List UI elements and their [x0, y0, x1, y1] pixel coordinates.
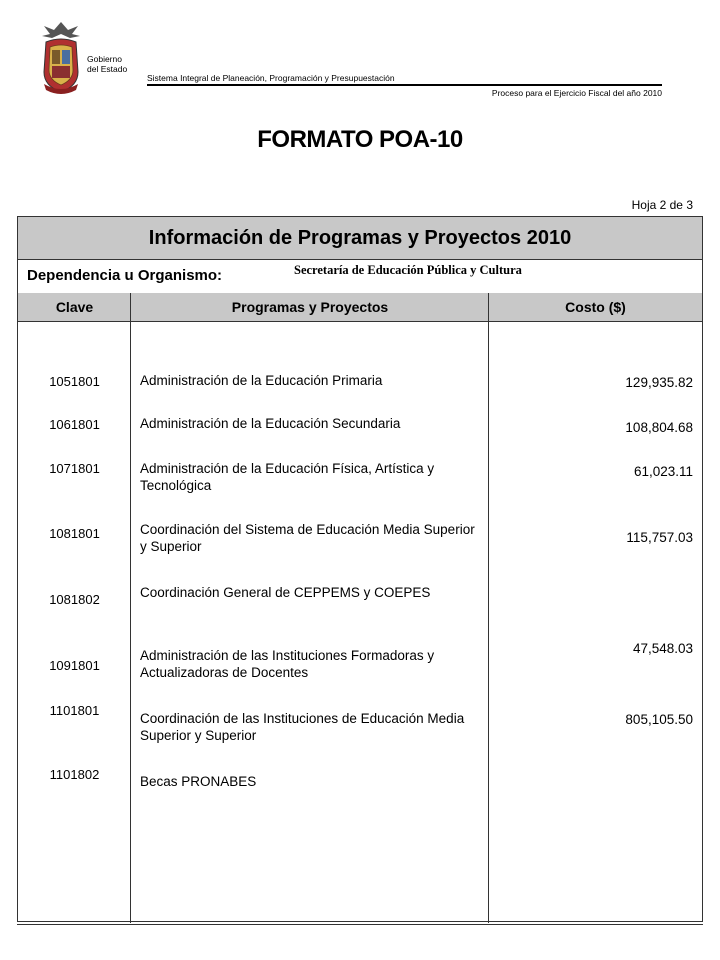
page-counter: Hoja 2 de 3 [631, 198, 693, 212]
row-programa: Administración de las Instituciones Formadoras y Actualizadoras de Docentes [140, 648, 435, 680]
row-costo: 129,935.82 [625, 375, 693, 390]
sistema-title: Sistema Integral de Planeación, Programación y Presupuestación [147, 73, 395, 83]
state-coat-of-arms-icon [36, 20, 86, 96]
header-rule [147, 84, 662, 86]
dependencia-label: Dependencia u Organismo: [27, 267, 223, 284]
gobierno-text: Gobierno [87, 54, 122, 64]
row-programa: Coordinación del Sistema de Educación Media Superior y Superior [140, 522, 475, 554]
row-clave: 1061801 [49, 417, 100, 432]
row-clave: 1091801 [49, 658, 100, 673]
row-programa: Coordinación de las Instituciones de Educación Media Superior y Superior [140, 711, 465, 743]
column-header-clave: Clave [55, 299, 94, 315]
programs-table [17, 216, 703, 922]
gobierno-label [87, 54, 127, 74]
row-clave: 1081802 [49, 592, 100, 607]
row-programa: Administración de la Educación Primaria [140, 373, 383, 388]
row-clave: 1051801 [49, 374, 100, 389]
row-programa: Coordinación General de CEPPEMS y COEPES [140, 585, 431, 600]
row-programa: Becas PRONABES [140, 774, 257, 789]
row-clave: 1101802 [49, 767, 100, 782]
row-clave: 1071801 [49, 461, 100, 476]
row-costo: 47,548.03 [632, 641, 693, 656]
column-header-programas: Programas y Proyectos [231, 299, 389, 315]
del-estado-text: del Estado [87, 64, 128, 74]
bottom-rule [17, 924, 703, 925]
dependencia-value: Secretaría de Educación Pública y Cultura [294, 263, 522, 277]
proceso-text: Proceso para el Ejercicio Fiscal del año 2010 [491, 88, 662, 98]
row-costo: 61,023.11 [633, 464, 693, 479]
row-programa: Administración de la Educación Física, Artística y Tecnológica [140, 461, 435, 493]
page-title: FORMATO POA-10 [257, 126, 463, 153]
table-title: Información de Programas y Proyectos 2010 [18, 217, 702, 260]
row-costo: 115,757.03 [626, 530, 693, 545]
column-header-costo: Costo ($) [565, 299, 626, 315]
row-clave: 1081801 [49, 526, 100, 541]
row-clave: 1101801 [49, 703, 100, 718]
row-programa: Administración de la Educación Secundaria [140, 416, 401, 431]
row-costo: 108,804.68 [625, 420, 693, 435]
dependencia-row [18, 259, 702, 294]
row-costo: 805,105.50 [625, 712, 693, 727]
column-header-row [18, 293, 702, 322]
